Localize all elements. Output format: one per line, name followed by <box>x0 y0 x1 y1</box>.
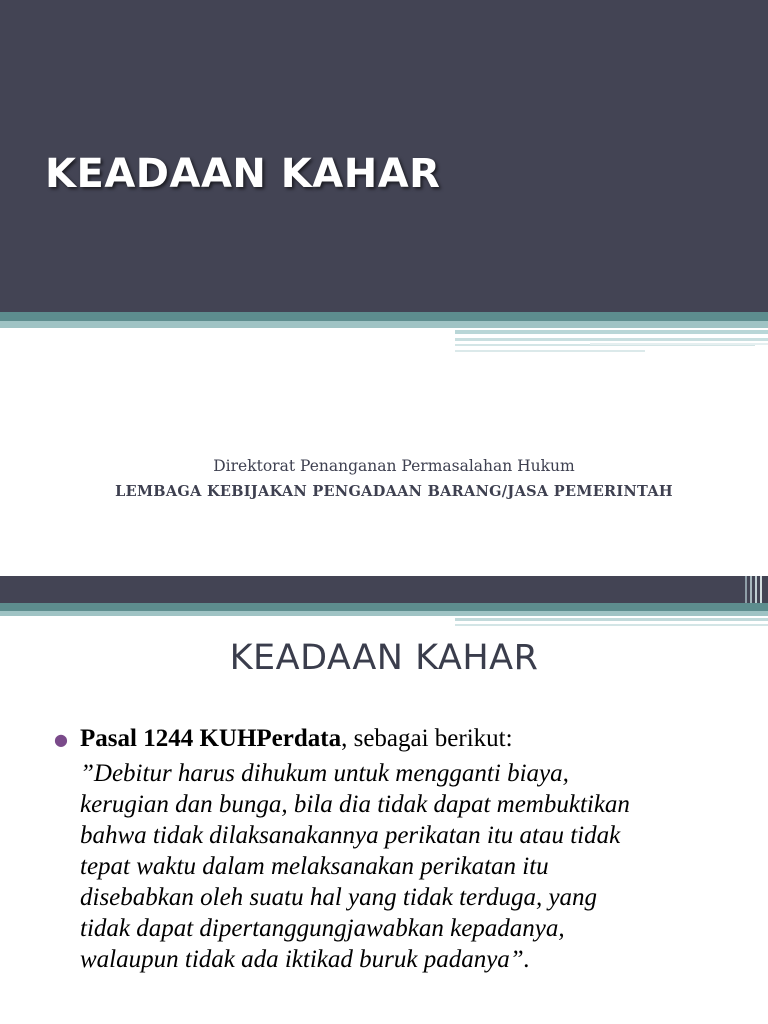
bullet-heading <box>80 722 513 756</box>
slide1-light-strip <box>0 321 768 328</box>
quote-line: disebabkan oleh suatu hal yang tidak terduga, yang <box>80 884 598 911</box>
quote-line: tidak dapat dipertanggungjawabkan kepadanya, <box>80 915 565 942</box>
quote-line: bahwa tidak dilaksanakannya perikatan itu atau tidak <box>80 822 621 849</box>
article-reference: Pasal 1244 KUHPerdata <box>80 725 342 752</box>
quote-line: tepat waktu dalam melaksanakan perikatan itu <box>80 853 549 880</box>
institution-name: LEMBAGA KEBIJAKAN PENGADAAN BARANG/JASA PEMERINTAH <box>115 483 673 500</box>
slide2-title: KEADAAN KAHAR <box>229 638 539 678</box>
quote-line: ”Debitur harus dihukum untuk mengganti biaya, <box>80 760 569 787</box>
article-quote <box>80 758 760 975</box>
slide2-header-band <box>0 576 768 603</box>
directorate-name: Direktorat Penanganan Permasalahan Hukum <box>213 457 575 475</box>
bullet-dot-icon: ● <box>54 730 68 749</box>
quote-line: kerugian dan bunga, bila dia tidak dapat membuktikan <box>80 791 630 818</box>
article-intro: , sebagai berikut: <box>341 725 513 752</box>
slide1-title: KEADAAN KAHAR <box>45 151 441 197</box>
slide2-teal-strip <box>0 603 768 611</box>
quote-line: walaupun tidak ada iktikad buruk padanya”. <box>80 946 530 973</box>
slide2-light-strip <box>0 611 768 616</box>
slide1-subtitle <box>0 453 768 505</box>
slide1-teal-strip <box>0 312 768 321</box>
